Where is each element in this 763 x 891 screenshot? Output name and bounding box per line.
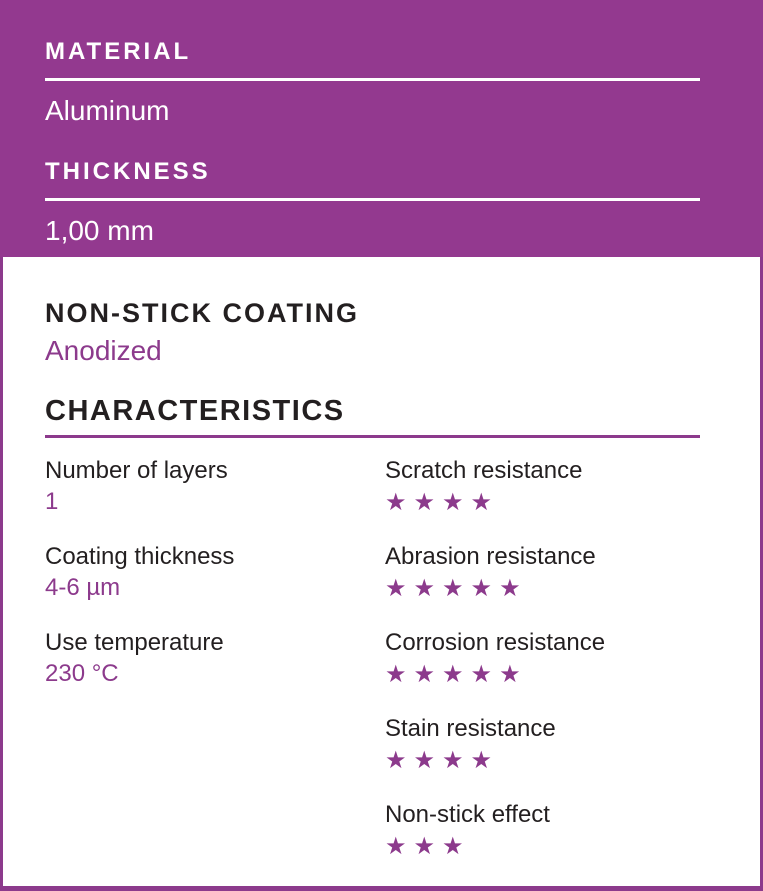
rating-item [385,714,760,774]
property-value: 1 [45,488,59,515]
property-item [45,628,385,688]
property-label: Number of layers [45,457,228,484]
star-rating-icons: ★★★★ [385,489,500,516]
property-value: 230 °C [45,660,119,687]
material-divider [45,78,700,81]
star-rating-icons: ★★★ [385,833,471,860]
property-label: Coating thickness [45,543,235,570]
rating-label: Abrasion resistance [385,543,596,570]
rating-label: Scratch resistance [385,457,583,484]
rating-item [385,628,760,688]
coating-title: NON-STICK COATING [45,298,359,328]
property-item [45,542,385,602]
rating-item [385,542,760,602]
star-rating-icons: ★★★★★ [385,575,528,602]
coating-value: Anodized [45,335,162,366]
ratings-column [385,456,760,886]
thickness-heading: THICKNESS [45,158,211,185]
rating-label: Corrosion resistance [385,629,606,656]
characteristics-divider [45,435,700,438]
star-rating-icons: ★★★★★ [385,661,528,688]
material-heading: MATERIAL [45,38,192,65]
properties-column [45,456,385,886]
property-item [45,456,385,516]
rating-item [385,456,760,516]
material-value: Aluminum [45,95,170,126]
coating-card [0,257,763,891]
rating-label: Non-stick effect [385,801,550,828]
material-section [45,38,763,128]
property-label: Use temperature [45,629,224,656]
star-rating-icons: ★★★★ [385,747,500,774]
rating-label: Stain resistance [385,715,556,742]
thickness-divider [45,198,700,201]
material-panel [0,0,763,257]
thickness-section [45,158,763,248]
property-value: 4-6 µm [45,574,121,601]
characteristics-grid [45,456,760,886]
characteristics-title: CHARACTERISTICS [45,395,345,427]
thickness-value: 1,00 mm [45,215,154,246]
rating-item [385,800,760,860]
